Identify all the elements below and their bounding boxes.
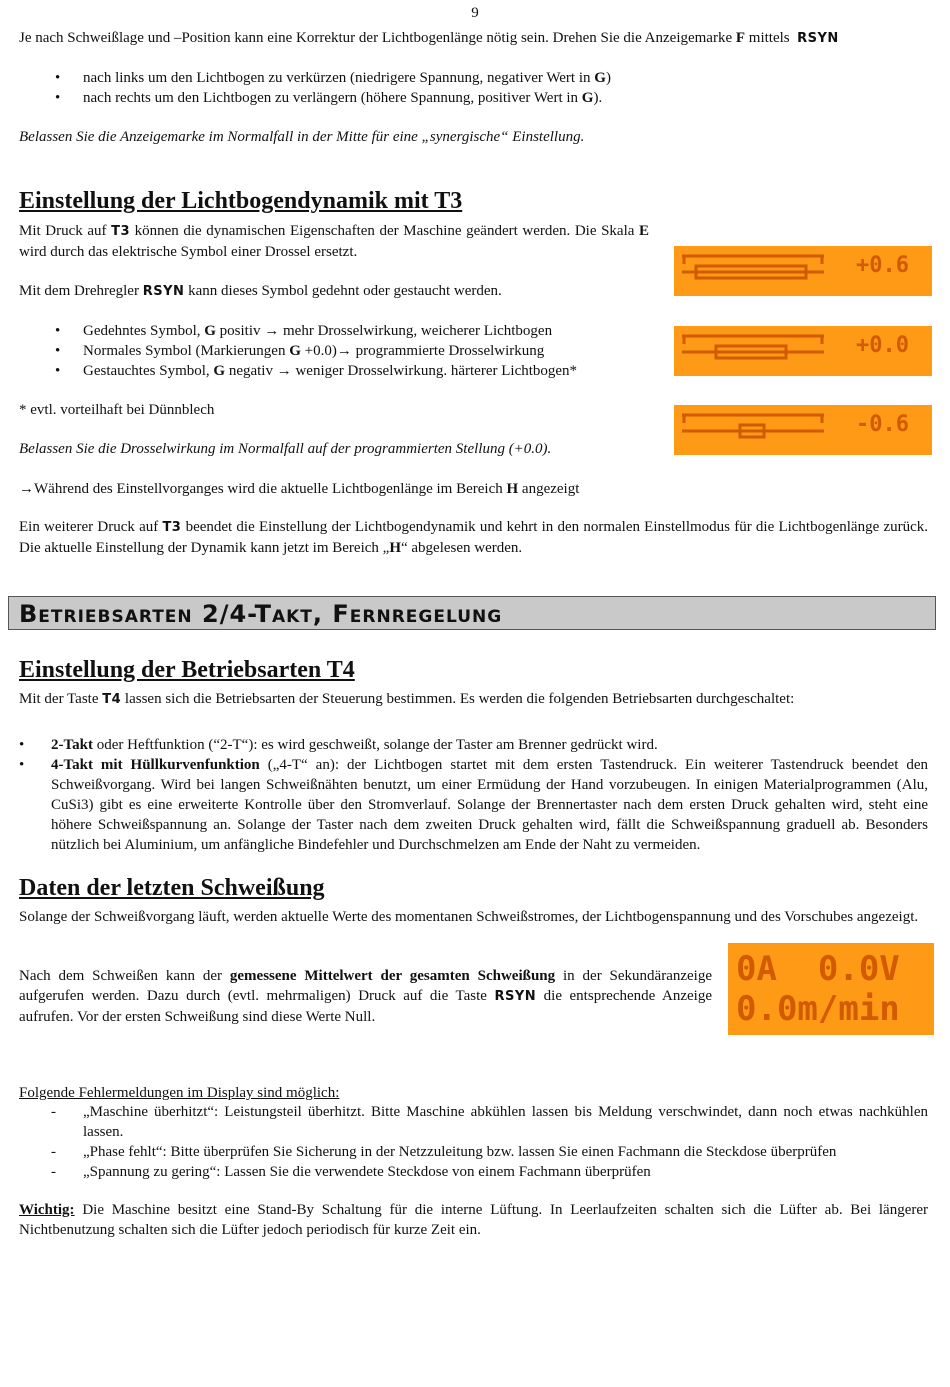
choke-value: +0.0 [856,333,909,358]
choke-display-normal [674,326,932,376]
list-item: - „Spannung zu gering“: Lassen Sie die verwendete Steckdose von einem Fachmann überprüfen [19,1162,928,1182]
errors-list [19,1102,928,1182]
heading-modes: Einstellung der Betriebsarten T4 [19,657,355,683]
intro-paragraph: Je nach Schweißlage und –Position kann eine Korrektur der Lichtbogenlänge nötig sein. Drehen Sie die Anzeigemarke F mittels RSYN [19,30,839,46]
list-item: • Gedehntes Symbol, G positiv → mehr Drosselwirkung, weicherer Lichtbogen [19,321,659,341]
dynamics-paragraph-1: Mit Druck auf T3 können die dynamischen Eigenschaften der Maschine geändert werden. Die Skala E wird durch das elektrische Symbol einer Drossel ersetzt. [19,223,650,260]
last-weld-paragraph-2: Nach dem Schweißen kann der gemessene Mittelwert der gesamten Schweißung in der Sekundäranzeige aufgerufen werden. Dazu durch (evtl. mehrmaligen) Druck auf die Taste RSYN die entsprechende Anzeige aufrufen. Vor der ersten Schweißung sind diese Werte Null. [19,968,713,1025]
secondary-display [728,943,934,1035]
list-item: • nach links um den Lichtbogen zu verkürzen (niedrigere Spannung, negativer Wert in G) [19,68,929,88]
heading-last-weld: Daten der letzten Schweißung [19,875,325,901]
last-weld-paragraph-1: Solange der Schweißvorgang läuft, werden aktuelle Werte des momentanen Schweißstromes, der Lichtbogenspannung und des Vorschubes angezeigt. [19,909,919,925]
choke-display-stretched [674,246,932,296]
display-line-2: 0.0m/min [736,989,900,1029]
intro-note: Belassen Sie die Anzeigemarke im Normalfall in der Mitte für eine „synergische“ Einstellung. [19,129,585,145]
section-title-bar: Betriebsarten 2/4-Takt, Fernregelung [8,596,936,630]
list-item: - „Phase fehlt“: Bitte überprüfen Sie Sicherung in der Netzzuleitung bzw. lassen Sie einen Fachmann die Steckdose überprüfen [19,1142,928,1162]
list-item: • 2-Takt oder Heftfunktion (“2-T“): es wird geschweißt, solange der Taster am Brenner gedrückt wird. [19,735,928,755]
intro-bullet-list [19,68,929,108]
choke-value: +0.6 [856,253,909,278]
list-item: • Gestauchtes Symbol, G negativ → weniger Drosselwirkung. härterer Lichtbogen* [19,361,659,381]
dynamics-paragraph-3: Ein weiterer Druck auf T3 beendet die Einstellung der Lichtbogendynamik und kehrt in den normalen Einstellmodus für die Lichtbogenlänge zurück. Die aktuelle Einstellung der Dynamik kann jetzt im Bereich „H“ abgelesen werden. [19,519,929,556]
dynamics-note: Belassen Sie die Drosselwirkung im Normalfall auf der programmierten Stellung (+0.0). [19,441,552,457]
footnote: * evtl. vorteilhaft bei Dünnblech [19,402,215,418]
list-item: • nach rechts um den Lichtbogen zu verlängern (höhere Spannung, positiver Wert in G). [19,88,929,108]
during-adjust-text: →Während des Einstellvorganges wird die aktuelle Lichtbogenlänge im Bereich H angezeigt [19,481,580,497]
heading-dynamics: Einstellung der Lichtbogendynamik mit T3 [19,188,463,214]
list-item: - „Maschine überhitzt“: Leistungsteil überhitzt. Bitte Maschine abkühlen lassen bis Meldung verschwindet, dann noch etwas nachkühlen lassen. [19,1102,928,1142]
modes-list [19,735,928,855]
important-note: Wichtig: Die Maschine besitzt eine Stand-By Schaltung für die interne Lüftung. In Leerlaufzeiten schalten sich die Lüfter ab. Bei längerer Nichtbenutzung schalten sich die Lüfter jedoch periodisch für kurze Zeit ein. [19,1202,929,1238]
list-item: • 4-Takt mit Hüllkurvenfunktion („4-T“ an): der Lichtbogen startet mit dem ersten Tastendruck. Ein weiterer Tastendruck beendet den Schweißvorgang. Wird bei langen Schweißnähten benutzt, um einer Ermüdung der Hand vorzubeugen. In einigen Materialprogrammen (Alu, CuSi3) gibt es eine erweiterte Kontrolle über den Stromverlauf. Solange der Brennertaster nach dem ersten Druck gehalten wird, steht eine höhere Schweißspannung an. Solange der Taster nach dem zweiten Druck gehalten wird, fällt die Schweißspannung graduell ab. Besonders nützlich bei Aluminium, um anfängliche Bindefehler und Durchschmelzen am Ende der Naht zu vermeiden. [19,755,928,855]
modes-paragraph: Mit der Taste T4 lassen sich die Betriebsarten der Steuerung bestimmen. Es werden die folgenden Betriebsarten durchgeschaltet: [19,691,795,707]
list-item: • Normales Symbol (Markierungen G +0.0)→ programmierte Drosselwirkung [19,341,659,361]
choke-value: -0.6 [856,412,909,437]
display-line-1: 0A 0.0V [736,949,900,989]
choke-display-compressed [674,405,932,455]
dynamics-bullet-list [19,321,659,381]
page-number: 9 [471,5,479,21]
errors-heading: Folgende Fehlermeldungen im Display sind möglich: [19,1085,340,1101]
dynamics-paragraph-2: Mit dem Drehregler RSYN kann dieses Symbol gedehnt oder gestaucht werden. [19,283,502,299]
